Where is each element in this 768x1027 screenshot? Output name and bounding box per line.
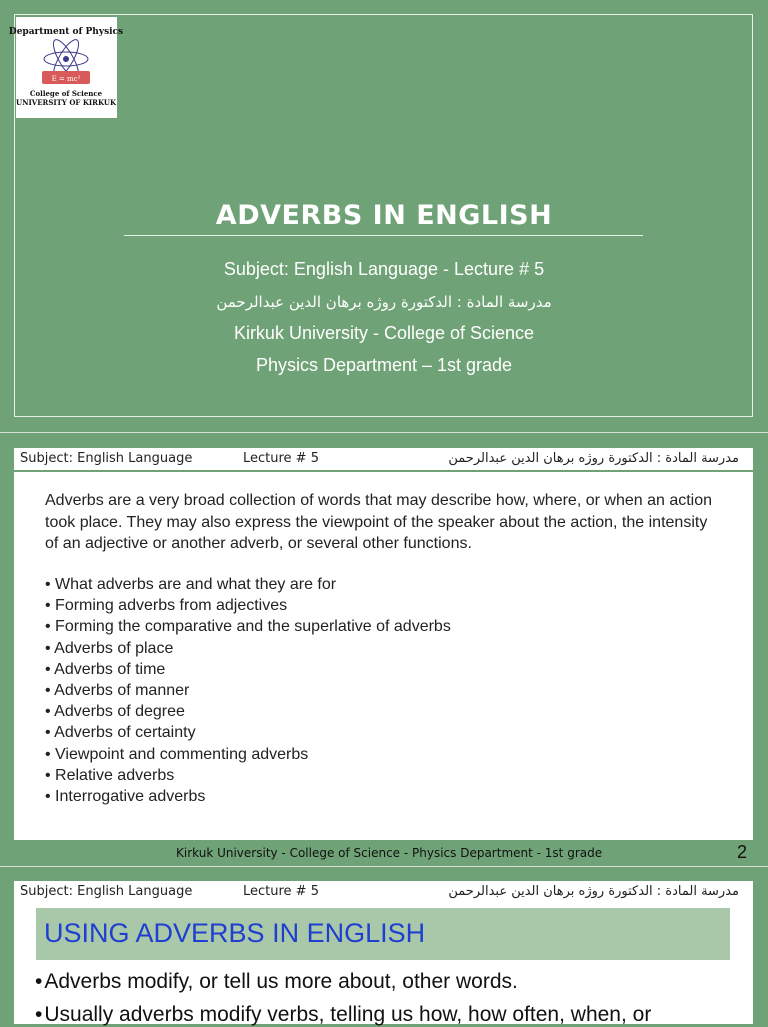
slide2-header bbox=[14, 448, 753, 470]
list-item: • Forming the comparative and the superlative of adverbs bbox=[45, 616, 451, 637]
bullet-item: • Usually adverbs modify verbs, telling us how, how often, when, or bbox=[35, 1003, 651, 1027]
logo-top-text: Department of Physics bbox=[8, 27, 124, 37]
slide2-content bbox=[14, 472, 753, 840]
list-item: • Viewpoint and commenting adverbs bbox=[45, 744, 451, 765]
list-item: • Interrogative adverbs bbox=[45, 786, 451, 807]
slide3-header bbox=[14, 881, 753, 903]
slide-title: ADVERBS IN ENGLISH bbox=[215, 200, 553, 231]
header-subject: Subject: English Language bbox=[20, 451, 193, 466]
list-item: • Adverbs of degree bbox=[45, 701, 451, 722]
page-number: 2 bbox=[737, 842, 748, 862]
logo-formula: E = mc² bbox=[51, 75, 81, 83]
bullet-item: • Adverbs modify, or tell us more about, other words. bbox=[35, 970, 518, 994]
subject-line: Subject: English Language - Lecture # 5 bbox=[223, 259, 545, 279]
intro-paragraph: Adverbs are a very broad collection of words that may describe how, where, or when an action took place. They may also express the viewpoint of the speaker about the action, the intensity of an adjective or another adverb, or several other functions. bbox=[45, 492, 713, 552]
section-heading-box bbox=[36, 908, 730, 960]
slide2-footer bbox=[0, 844, 768, 864]
title-underline bbox=[124, 235, 643, 236]
university-line: Kirkuk University - College of Science bbox=[233, 323, 535, 343]
section-heading: USING ADVERBS IN ENGLISH bbox=[44, 918, 426, 948]
list-item: • Forming adverbs from adjectives bbox=[45, 595, 451, 616]
department-line: Physics Department – 1st grade bbox=[255, 355, 513, 375]
header-subject: Subject: English Language bbox=[20, 884, 193, 899]
logo-bottom-text-2: UNIVERSITY OF KIRKUK bbox=[15, 98, 117, 107]
header-lecture: Lecture # 5 bbox=[243, 884, 319, 899]
slide-separator bbox=[0, 432, 768, 433]
header-teacher-arabic: مدرسة المادة : الدكتورة روژه برهان الدين عبدالرحمن bbox=[448, 451, 739, 466]
header-lecture: Lecture # 5 bbox=[243, 451, 319, 466]
slide-separator bbox=[0, 866, 768, 867]
logo-bottom-text-1: College of Science bbox=[29, 89, 103, 98]
footer-text: Kirkuk University - College of Science - Physics Department - 1st grade bbox=[176, 846, 603, 860]
department-logo bbox=[8, 17, 124, 118]
atom-logo-icon bbox=[8, 17, 124, 118]
topics-list bbox=[45, 574, 451, 807]
list-item: • Adverbs of time bbox=[45, 659, 451, 680]
list-item: • What adverbs are and what they are for bbox=[45, 574, 451, 595]
list-item: • Relative adverbs bbox=[45, 765, 451, 786]
list-item: • Adverbs of place bbox=[45, 638, 451, 659]
slide3-content bbox=[14, 905, 753, 1024]
teacher-name-arabic: مدرسة المادة : الدكتورة روژه برهان الدين عبدالرحمن bbox=[216, 293, 552, 311]
list-item: • Adverbs of manner bbox=[45, 680, 451, 701]
header-teacher-arabic: مدرسة المادة : الدكتورة روژه برهان الدين عبدالرحمن bbox=[448, 884, 739, 899]
list-item: • Adverbs of certainty bbox=[45, 722, 451, 743]
